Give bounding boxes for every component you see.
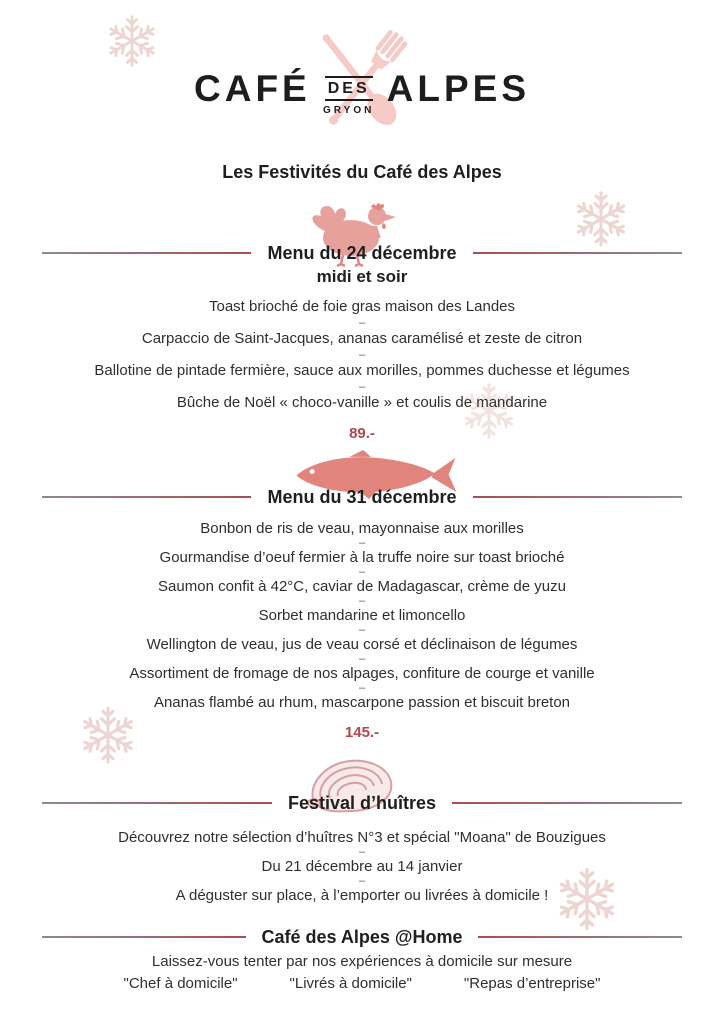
oysters-header bbox=[0, 792, 724, 814]
dish-separator: – bbox=[358, 875, 366, 887]
divider-line bbox=[42, 496, 251, 498]
dish: Bûche de Noël « choco-vanille » et coulis de mandarine bbox=[176, 394, 548, 411]
menu31-price: 145.- bbox=[344, 724, 380, 741]
divider-line bbox=[452, 802, 682, 804]
logo-word-des: DES bbox=[325, 76, 373, 102]
home-title: Café des Alpes @Home bbox=[261, 927, 463, 947]
dish: Saumon confit à 42°C, caviar de Madagascar, crème de yuzu bbox=[158, 578, 566, 595]
dish: Toast brioché de foie gras maison des Landes bbox=[208, 298, 516, 315]
snowflake-icon bbox=[570, 188, 632, 250]
oyster-line: A déguster sur place, à l’emporter ou livrées à domicile ! bbox=[175, 887, 549, 904]
home-header bbox=[0, 926, 724, 948]
oysters-title: Festival d’huîtres bbox=[287, 793, 437, 813]
logo-word-alpes: ALPES bbox=[386, 68, 530, 109]
home-options bbox=[0, 975, 724, 992]
logo-place-gryon: GRYON bbox=[323, 105, 375, 117]
menu31-title: Menu du 31 décembre bbox=[267, 487, 457, 507]
divider-line bbox=[42, 252, 251, 254]
oyster-line: Découvrez notre sélection d’huîtres N°3 et spécial "Moana" de Bouzigues bbox=[118, 829, 606, 846]
oysters-lines bbox=[0, 828, 724, 906]
divider-line bbox=[473, 252, 682, 254]
dish: Ballotine de pintade fermière, sauce aux morilles, pommes duchesse et légumes bbox=[94, 362, 630, 379]
dish-separator: – bbox=[358, 595, 366, 607]
dish-separator: – bbox=[358, 537, 366, 549]
dish-separator: – bbox=[358, 317, 366, 329]
snowflake-icon bbox=[103, 12, 161, 70]
divider-line bbox=[42, 802, 272, 804]
dish: Wellington de veau, jus de veau corsé et déclinaison de légumes bbox=[146, 636, 578, 653]
divider-line bbox=[473, 496, 682, 498]
menu31-dishes bbox=[0, 519, 724, 713]
home-option: "Chef à domicile" bbox=[123, 975, 238, 992]
dish: Ananas flambé au rhum, mascarpone passion et biscuit breton bbox=[153, 694, 571, 711]
dish-separator: – bbox=[358, 349, 366, 361]
menu31-header bbox=[0, 486, 724, 508]
menu24-title: Menu du 24 décembre bbox=[267, 243, 457, 263]
dish-separator: – bbox=[358, 381, 366, 393]
dish-separator: – bbox=[358, 653, 366, 665]
dish: Gourmandise d’oeuf fermier à la truffe noire sur toast brioché bbox=[159, 549, 565, 566]
home-intro: Laissez-vous tenter par nos expériences à domicile sur mesure bbox=[151, 953, 573, 970]
dish-separator: – bbox=[358, 682, 366, 694]
dish: Bonbon de ris de veau, mayonnaise aux morilles bbox=[200, 520, 524, 537]
home-option: "Livrés à domicile" bbox=[289, 975, 412, 992]
dish: Assortiment de fromage de nos alpages, confiture de courge et vanille bbox=[129, 665, 595, 682]
dish: Sorbet mandarine et limoncello bbox=[258, 607, 466, 624]
menu24-subtitle: midi et soir bbox=[316, 267, 408, 286]
menu24-header bbox=[0, 242, 724, 264]
divider-line bbox=[478, 936, 682, 938]
dish-separator: – bbox=[358, 846, 366, 858]
menu24-price: 89.- bbox=[349, 425, 375, 442]
dish-separator: – bbox=[358, 624, 366, 636]
dish: Carpaccio de Saint-Jacques, ananas caramélisé et zeste de citron bbox=[141, 330, 583, 347]
oyster-line: Du 21 décembre au 14 janvier bbox=[261, 858, 463, 875]
logo-word-cafe: CAFÉ bbox=[194, 68, 311, 109]
dish-separator: – bbox=[358, 566, 366, 578]
divider-line bbox=[42, 936, 246, 938]
menu24-dishes bbox=[0, 297, 724, 413]
logo-middle bbox=[323, 76, 375, 117]
logo bbox=[0, 68, 724, 117]
page-title: Les Festivités du Café des Alpes bbox=[222, 162, 502, 182]
home-option: "Repas d’entreprise" bbox=[463, 975, 601, 992]
